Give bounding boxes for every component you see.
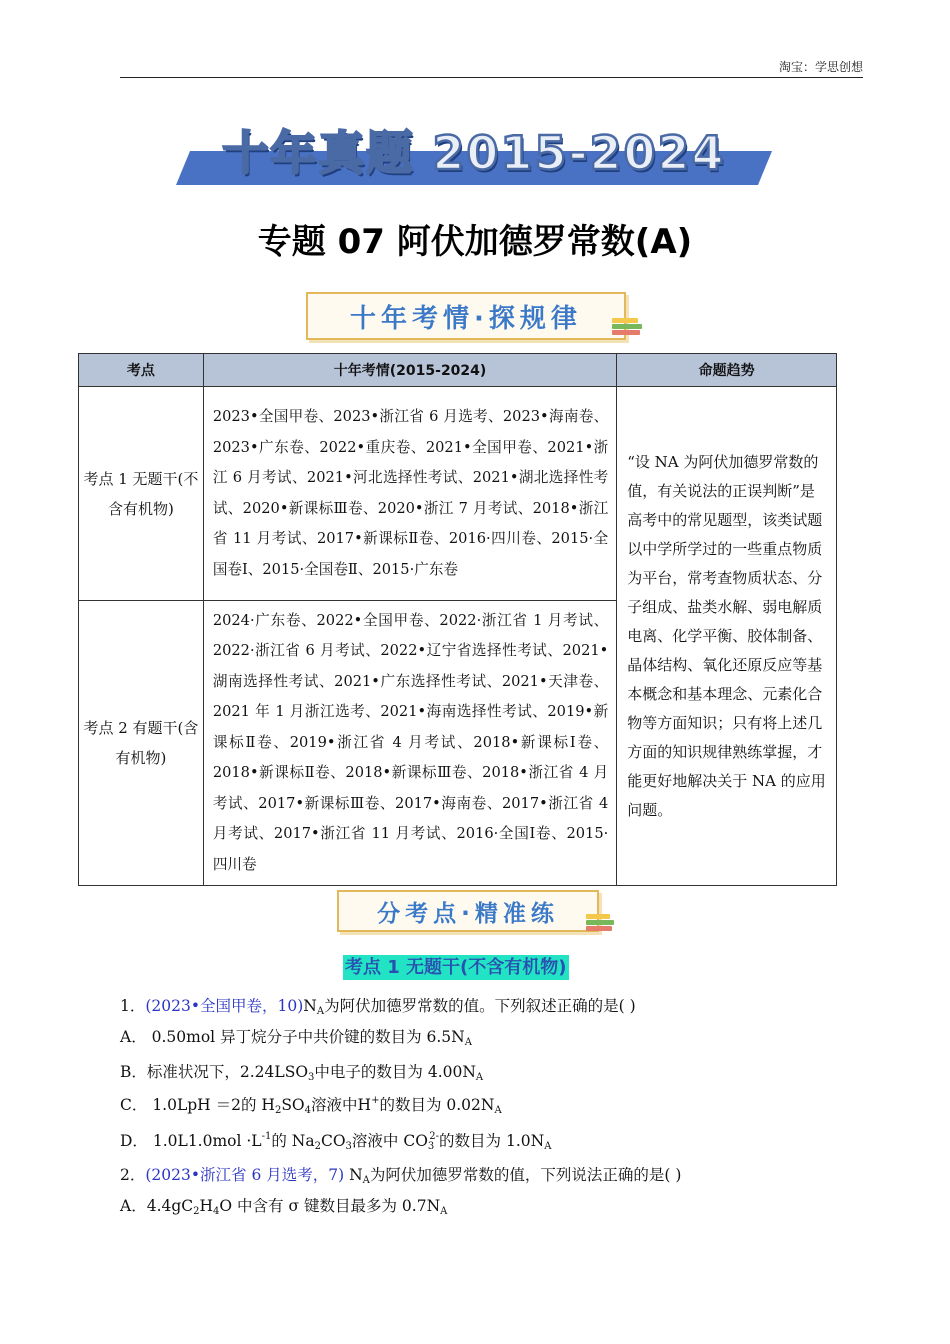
question-source: (2023•浙江省 6 月选考，7)	[145, 1166, 345, 1184]
table-cell-trend: “设 NA 为阿伏加德罗常数的值，有关说法的正误判断”是高考中的常见题型，该类试题以中学所学过的一些重点物质为平台，常考查物质状态、分子组成、盐类水解、弱电解质电离、化学平衡、胶体制备、晶体结构、氧化还原反应等基本概念和基本理念、元素化合物等方面知识；只有将上述几方面的知识规律熟练掌握，才能更好地解决关于 NA 的应用问题。	[617, 387, 837, 886]
question-1-option-d: D． $1.0L1.0mol \cdot L^{-1}$的 $Na_2CO_3$溶液中 $CO_3^{2-}$的数目为 $1.0N_A$	[120, 1131, 552, 1152]
table-header-trend: 命题趋势	[617, 354, 837, 387]
question-2-option-a: A．$4.4gC_2H_4O$ 中含有 σ 键数目最多为 $0.7N_A$	[120, 1197, 448, 1217]
banner	[176, 113, 772, 185]
question-1-option-b: B．标准状况下，$2.24LSO_3$中电子的数目为 $4.00N_A$	[120, 1063, 484, 1083]
question-2-stem: 2．(2023•浙江省 6 月选考，7) $N_A$为阿伏加德罗常数的值，下列说法正确的是( )	[120, 1166, 682, 1186]
table-cell-point: 考点 1 无题干(不含有机物)	[79, 387, 204, 601]
question-1-option-a: A． 0.50mol 异丁烷分子中共价键的数目为 $6.5N_A$	[120, 1028, 472, 1048]
table-header-point: 考点	[79, 354, 204, 387]
header-rule	[120, 77, 863, 78]
table-cell-history: 2023•全国甲卷、2023•浙江省 6 月选考、2023•海南卷、2023•广东卷、2022•重庆卷、2021•全国甲卷、2021•浙江 6 月考试、2021•河北选择性考试、2021•湖北选择性考试、2020•新课标Ⅲ卷、2020•浙江 7 月考试、2018•浙江省 11 月考试、2017•新课标Ⅱ卷、2016·四川卷、2015·全国卷Ⅰ、2015·全国卷Ⅱ、2015·广东卷	[203, 387, 616, 601]
subsection-title: 考点 1 无题干(不含有机物)	[345, 957, 567, 978]
banner-title: 十年真题 2015-2024	[222, 126, 726, 180]
books-icon	[586, 914, 614, 932]
table-cell-point: 考点 2 有题干(含有机物)	[79, 601, 204, 886]
question-1-stem: 1．(2023•全国甲卷，$10)N_A$为阿伏加德罗常数的值。下列叙述正确的是( )	[120, 997, 636, 1017]
question-source: (2023•全国甲卷，10)	[145, 997, 304, 1015]
table-header-row	[79, 354, 837, 387]
table-cell-history: 2024·广东卷、2022•全国甲卷、2022·浙江省 1 月考试、2022·浙江省 6 月考试、2022•辽宁省选择性考试、2021•湖南选择性考试、2021•广东选择性考试、2021•天津卷、2021 年 1 月浙江选考、2021•海南选择性考试、2019•新课标Ⅱ卷、2019•浙江省 4 月考试、2018•新课标Ⅰ卷、2018•新课标Ⅱ卷、2018•新课标Ⅲ卷、2018•浙江省 4 月考试、2017•新课标Ⅲ卷、2017•海南卷、2017•浙江省 4 月考试、2017•浙江省 11 月考试、2016·全国Ⅰ卷、2015·四川卷	[203, 601, 616, 886]
header-shop-text: 淘宝：学思创想	[778, 60, 863, 74]
books-icon	[612, 318, 642, 336]
question-1-option-c: C． 1.0LpH ＝2的 $H_2SO_4$溶液中H+的数目为 $0.02N_A$	[120, 1095, 502, 1116]
table-row	[79, 387, 837, 601]
section-badge-trend: 十年考情·探规律	[306, 292, 626, 340]
page-title: 专题 07 阿伏加德罗常数(A)	[257, 222, 693, 262]
section-badge-practice: 分考点·精准练	[337, 890, 599, 932]
table-header-history: 十年考情(2015-2024)	[203, 354, 616, 387]
exam-info-table	[78, 353, 837, 886]
